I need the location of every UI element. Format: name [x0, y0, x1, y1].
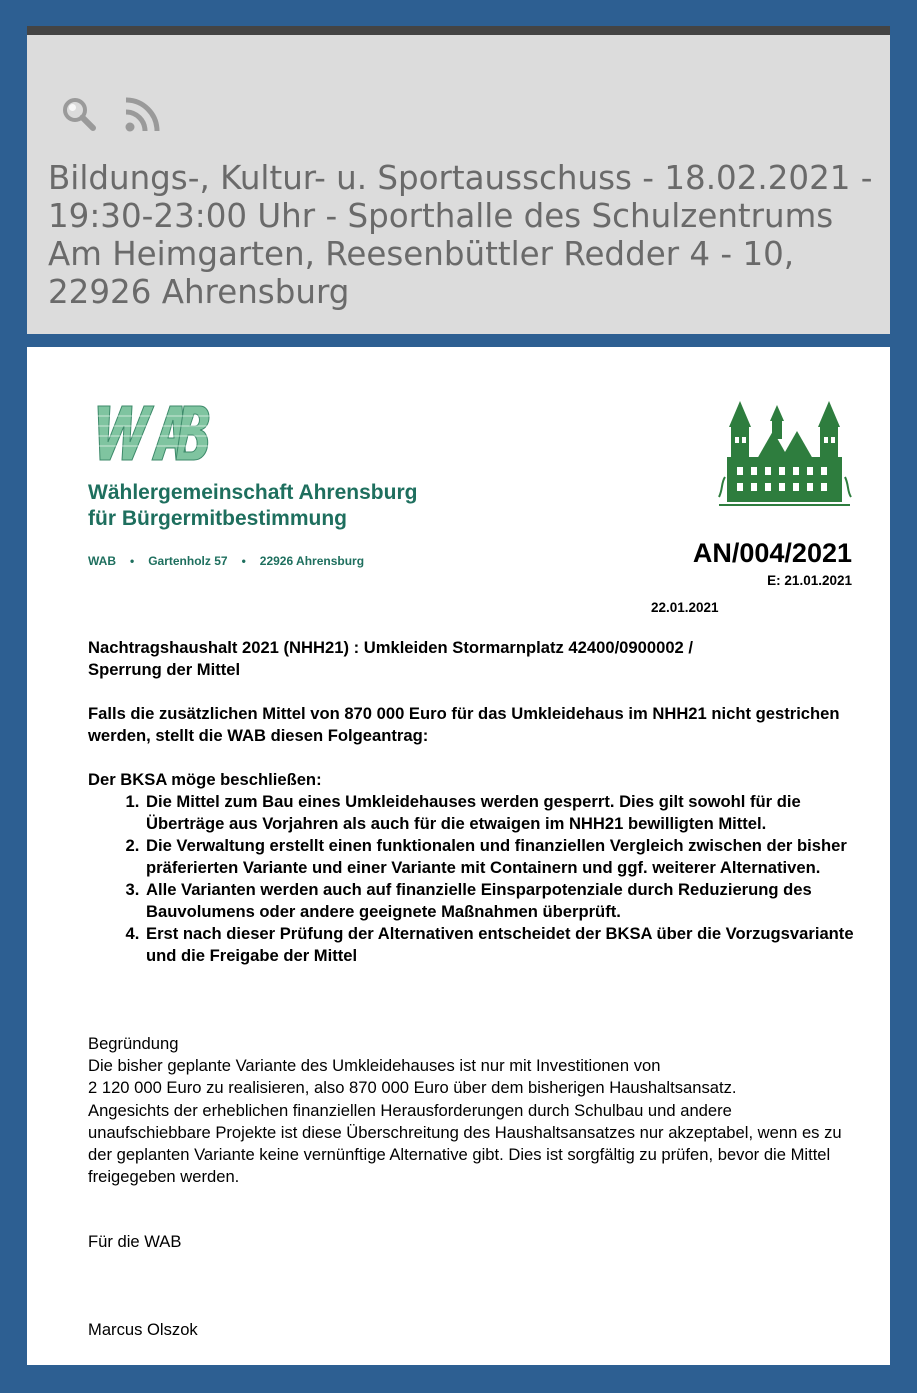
resolution-item: 1. Die Mittel zum Bau eines Umkleidehauses werden gesperrt. Dies gilt sowohl für die Überträge aus Vorjahren als auch für die etwaigen im NHH21 bewilligten Mittel.	[144, 791, 858, 835]
address-separator: •	[241, 554, 246, 568]
search-button[interactable]	[60, 95, 100, 135]
document-page	[27, 347, 890, 1365]
address-separator: •	[130, 554, 135, 568]
address-street: Gartenholz 57	[148, 554, 228, 568]
resolution-list	[88, 791, 858, 967]
address-city: 22926 Ahrensburg	[259, 554, 365, 568]
resolution-item: 2. Die Verwaltung erstellt einen funktionalen und finanziellen Vergleich zwischen der bisher präferierten Variante und einer Variante mit Containern und ggf. weiterer Alternativen.	[144, 835, 858, 879]
rss-icon	[122, 95, 162, 135]
subject-line-2: Sperrung der Mittel	[88, 660, 241, 679]
resolution-section	[88, 769, 858, 967]
sender-address	[88, 554, 364, 568]
org-name-line-2: für Bürgermitbestimmung	[88, 507, 348, 530]
castle-logo	[717, 397, 852, 507]
org-name-line-1: Wählergemeinschaft Ahrensburg	[88, 481, 418, 504]
reason-section	[88, 1033, 858, 1188]
signature-name: Marcus Olszok	[88, 1320, 198, 1339]
document-subject	[88, 637, 858, 681]
document-date: 22.01.2021	[651, 600, 719, 615]
address-name: WAB	[88, 554, 116, 568]
resolution-heading: Der BKSA möge beschließen:	[88, 770, 322, 789]
intro-paragraph: Falls die zusätzlichen Mittel von 870 000 Euro für das Umkleidehaus im NHH21 nicht gestrichen werden, stellt die WAB diesen Folgeantrag:	[88, 704, 840, 745]
resolution-item: 4. Erst nach dieser Prüfung der Alternativen entscheidet der BKSA über die Vorzugsvariante und die Freigabe der Mittel	[144, 923, 858, 967]
document-number: AN/004/2021	[692, 538, 852, 568]
rss-feed-button[interactable]	[122, 95, 162, 135]
resolution-item: 3. Alle Varianten werden auch auf finanzielle Einsparpotenziale durch Reduzierung des Bauvolumens oder andere geeignete Maßnahmen überprüft.	[144, 879, 858, 923]
reason-heading: Begründung	[88, 1034, 179, 1053]
reason-text: Angesichts der erheblichen finanziellen Herausforderungen durch Schulbau und andere unaufschiebbare Projekte ist diese Überschreitung des Haushaltsansatzes nur akzeptabel, wenn es zu der geplanten Variante keine vernünftige Alternative gibt. Dies ist sorgfältig zu prüfen, bevor die Mittel freigegeben werden.	[88, 1100, 842, 1187]
wab-logo	[88, 402, 212, 464]
closing-line: Für die WAB	[88, 1232, 182, 1251]
entry-date: E: 21.01.2021	[767, 573, 852, 588]
reason-line-1: Die bisher geplante Variante des Umkleidehauses ist nur mit Investitionen von	[88, 1056, 661, 1076]
subject-line-1: Nachtragshaushalt 2021 (NHH21) : Umkleiden Stormarnplatz 42400/0900002 /	[88, 638, 693, 657]
search-icon	[60, 95, 100, 135]
reason-line-2: 2 120 000 Euro zu realisieren, also 870 000 Euro über dem bisherigen Haushaltsansatz.	[88, 1078, 737, 1098]
page-title: Bildungs-, Kultur- u. Sportausschuss - 18.02.2021 - 19:30-23:00 Uhr - Sporthalle des Schulzentrums Am Heimgarten, Reesenbüttler Redder 4 - 10, 22926 Ahrensburg	[48, 159, 873, 311]
organization-name	[88, 480, 417, 532]
event-header	[27, 26, 890, 334]
